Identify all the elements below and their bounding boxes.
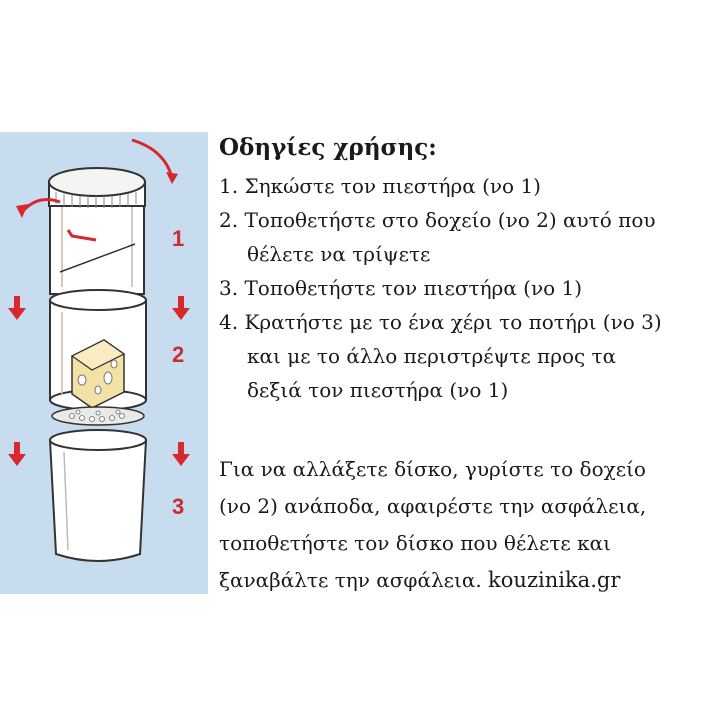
step-4-text: 4. Κρατήστε με το ένα χέρι το ποτήρι (νο 3) bbox=[219, 310, 662, 334]
rotate-arrow-top-head bbox=[166, 172, 178, 184]
note-line-4 bbox=[219, 562, 719, 599]
part-3-cup bbox=[50, 430, 146, 561]
instructions-title: Οδηγίες χρήσης: bbox=[219, 134, 437, 161]
step-4-text-cont: και με το άλλο περιστρέψτε προς τα bbox=[247, 344, 617, 368]
part-number-2: 2 bbox=[172, 342, 185, 367]
step-1-text: 1. Σηκώστε τον πιεστήρα (νο 1) bbox=[219, 174, 541, 198]
part-1-presser bbox=[49, 168, 145, 294]
step-4-text-cont-2: δεξιά τον πιεστήρα (νο 1) bbox=[247, 378, 509, 402]
part-2-container bbox=[50, 290, 146, 425]
step-2-text-cont: θέλετε να τρίψετε bbox=[247, 242, 431, 266]
step-3-text: 3. Τοποθετήστε τον πιεστήρα (νο 1) bbox=[219, 276, 583, 300]
grater-illustration bbox=[0, 132, 208, 594]
step-2-text: 2. Τοποθετήστε στο δοχείο (νο 2) αυτό που bbox=[219, 208, 656, 232]
part-number-1: 1 bbox=[172, 226, 185, 251]
step-4 bbox=[219, 305, 719, 407]
note-line-1: Για να αλλάξετε δίσκο, γυρίστε το δοχείο bbox=[219, 457, 646, 481]
rotate-arrow-left-head bbox=[16, 204, 28, 218]
grater-parts-diagram bbox=[0, 132, 208, 594]
note-line-3: τοποθετήστε τον δίσκο που θέλετε και bbox=[219, 531, 612, 555]
rotate-arrow-top bbox=[132, 140, 172, 178]
disc-change-note bbox=[219, 451, 719, 599]
site-credit: kouzinika.gr bbox=[488, 568, 621, 592]
step-2 bbox=[219, 203, 719, 271]
instructions-steps bbox=[219, 169, 719, 407]
note-line-4-text: ξαναβάλτε την ασφάλεια. bbox=[219, 568, 482, 592]
grating-disc bbox=[52, 407, 144, 425]
step-1 bbox=[219, 169, 719, 203]
instructions-block bbox=[219, 133, 719, 407]
part-number-3: 3 bbox=[172, 494, 185, 519]
step-3 bbox=[219, 271, 719, 305]
note-line-2: (νο 2) ανάποδα, αφαιρέστε την ασφάλεια, bbox=[219, 494, 647, 518]
